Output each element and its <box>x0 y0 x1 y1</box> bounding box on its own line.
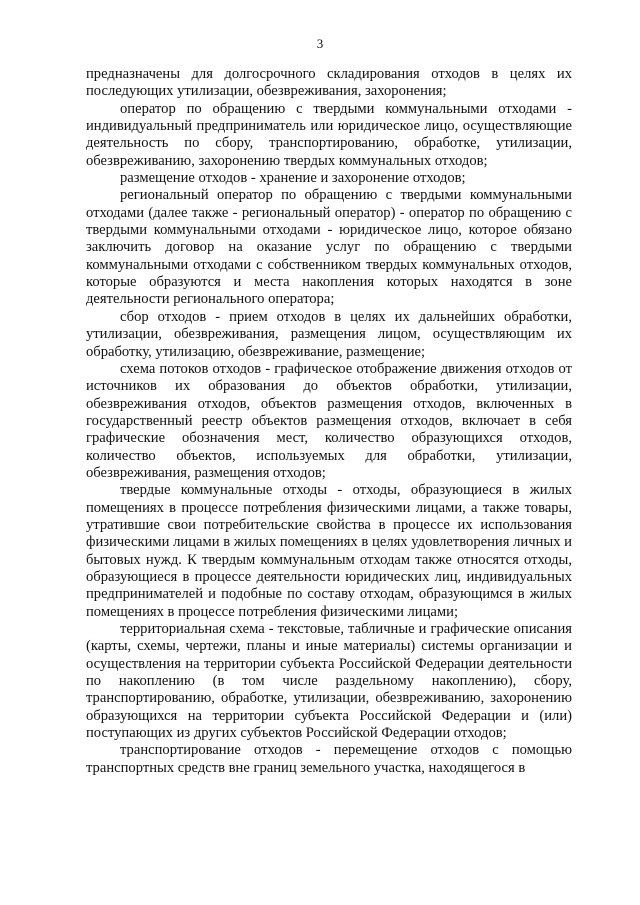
paragraph-definition-waste-flow-scheme: схема потоков отходов - графическое отображение движения отходов от источников их образования до объектов обработки, утилизации, обезвреживания отходов, объектов размещения отходов, включенных в государственный реестр объектов размещения отходов, включает в себя графические обозначения мест, количество образующихся отходов, количество объектов, используемых для обработки, утилизации, обезвреживания, размещения отходов; <box>86 360 572 481</box>
document-body <box>86 66 572 777</box>
page-number: 3 <box>316 36 324 51</box>
paragraph-continuation: предназначены для долгосрочного складирования отходов в целях их последующих утилизации, обезвреживания, захоронения; <box>86 66 572 100</box>
paragraph-definition-waste-placement: размещение отходов - хранение и захоронение отходов; <box>120 170 466 187</box>
paragraph-definition-regional-operator: региональный оператор по обращению с твердыми коммунальными отходами (далее также - региональный оператор) - оператор по обращению с твердыми коммунальными отходами - юридическое лицо, которое обязано заключить договор на оказание услуг по обращению с твердыми коммунальными отходами с собственником твердых коммунальных отходов, которые образуются и места накопления которых находятся в зоне деятельности регионального оператора; <box>86 187 572 308</box>
paragraph-definition-territorial-scheme: территориальная схема - текстовые, табличные и графические описания (карты, схемы, чертежи, планы и иные материалы) системы организации и осуществления на территории субъекта Российской Федерации деятельности по накоплению (в том числе раздельному накоплению), сбору, транспортированию, обработке, утилизации, обезвреживанию, захоронению образующихся на территории субъекта Российской Федерации и (или) поступающих из других субъектов Российской Федерации отходов; <box>86 621 572 742</box>
paragraph-definition-waste-transportation: транспортирование отходов - перемещение отходов с помощью транспортных средств вне границ земельного участка, находящегося в <box>86 742 572 776</box>
paragraph-definition-waste-collection: сбор отходов - прием отходов в целях их дальнейших обработки, утилизации, обезвреживания, размещения лицом, осуществляющим их обработку, утилизацию, обезвреживание, размещение; <box>86 308 572 360</box>
paragraph-definition-tko-operator: оператор по обращению с твердыми коммунальными отходами - индивидуальный предприниматель или юридическое лицо, осуществляющие деятельность по сбору, транспортированию, обработке, утилизации, обезвреживанию, захоронению твердых коммунальных отходов; <box>86 100 572 169</box>
paragraph-definition-solid-municipal-waste: твердые коммунальные отходы - отходы, образующиеся в жилых помещениях в процессе потребления физическими лицами, а также товары, утратившие свои потребительские свойства в процессе их использования физическими лицами в жилых помещениях в целях удовлетворения личных и бытовых нужд. К твердым коммунальным отходам также относятся отходы, образующиеся в процессе деятельности юридических лиц, индивидуальных предпринимателей и подобные по составу отходам, образующимся в жилых помещениях в процессе потребления физическими лицами; <box>86 482 572 620</box>
